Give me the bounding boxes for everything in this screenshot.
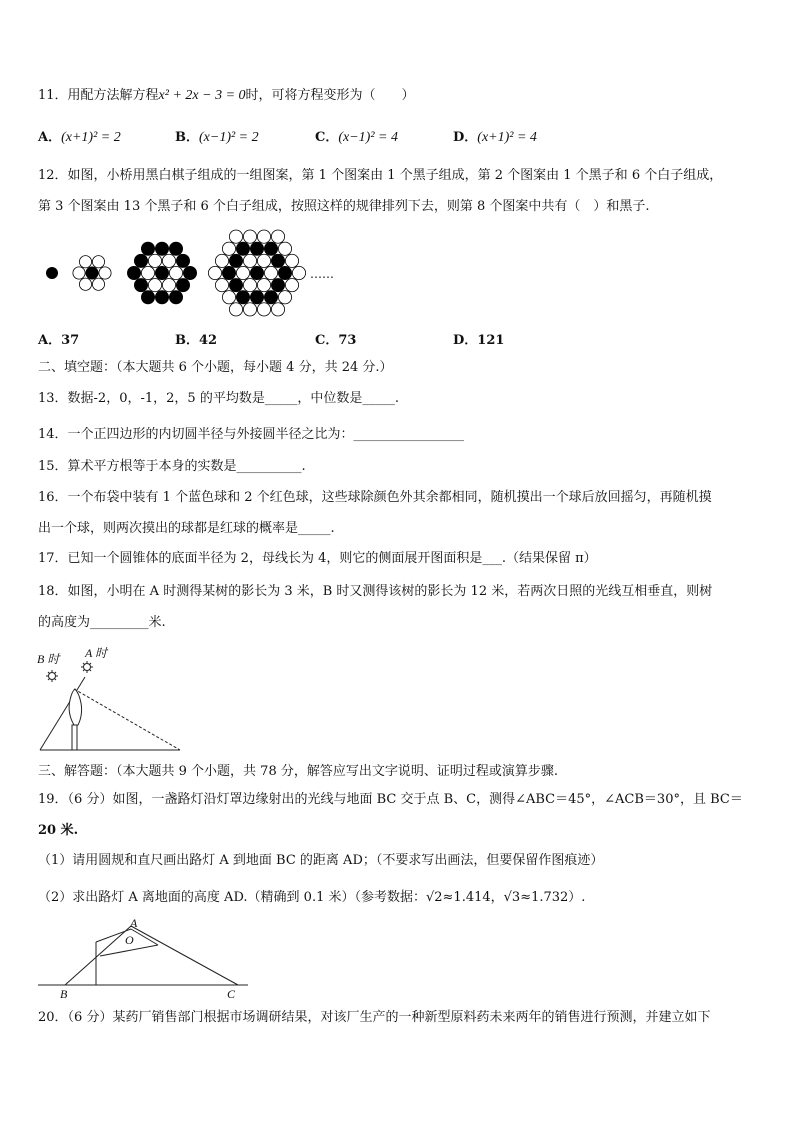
q15: 15．算术平方根等于本身的实数是__________.	[38, 459, 306, 474]
q19-sub1: （1）请用圆规和直尺画出路灯 A 到地面 BC 的距离 AD；（不要求写出画法，但要保留作图痕迹）	[38, 853, 604, 868]
white-stone	[264, 266, 277, 279]
q11-option-b[interactable]: B．(x−1)² = 2	[175, 130, 259, 145]
stone-pattern-figure	[0, 225, 794, 320]
white-stone	[285, 254, 298, 267]
white-stone	[162, 254, 175, 267]
black-stone	[222, 266, 235, 279]
q12-line1: 12．如图，小桥用黑白棋子组成的一组图案，第 1 个图案由 1 个黑子组成，第 2 个图案由 1 个黑子和 6 个白子组成，	[38, 168, 723, 183]
pattern-4	[208, 230, 305, 316]
q11-option-a[interactable]: A．(x+1)² = 2	[38, 130, 121, 145]
q18-line1: 18．如图，小明在 A 时测得某树的影长为 3 米，B 时又测得该树的影长为 12 米，若两次日照的光线互相垂直，则树	[38, 584, 713, 599]
q12-option-b[interactable]: B．42	[175, 333, 218, 348]
white-stone	[271, 303, 284, 316]
white-stone	[215, 279, 228, 292]
white-stone	[278, 291, 291, 304]
q20-line1: 20．（6 分）某药厂销售部门根据市场调研结果，对该厂生产的一种新型原料药未来两年的销售进行预测，并建立如下	[38, 1010, 711, 1025]
pattern-3	[127, 242, 196, 304]
q16-line2: 出一个球，则两次摸出的球都是红球的概率是_____.	[38, 521, 335, 536]
q19-line1: 19．（6 分）如图，一盏路灯沿灯罩边缘射出的光线与地面 BC 交于点 B、C，测得∠ABC＝45°，∠ACB＝30°，且 BC＝	[38, 792, 743, 807]
tree-shadow-figure	[30, 645, 190, 757]
label-o: O	[125, 933, 134, 947]
black-stone	[250, 266, 263, 279]
black-stone	[46, 267, 57, 278]
q17: 17．已知一个圆锥体的底面半径为 2，母线长为 4，则它的侧面展开图面积是___.（结果保留 π）	[38, 551, 597, 566]
sun-icon-a	[81, 661, 93, 673]
white-stone	[148, 254, 161, 267]
white-stone	[222, 242, 235, 255]
white-stone	[257, 230, 270, 243]
label-b-time: B 时	[37, 652, 60, 666]
white-stone	[243, 279, 256, 292]
black-stone	[271, 254, 284, 267]
white-stone	[292, 266, 305, 279]
q14: 14．一个正四边形的内切圆半径与外接圆半径之比为：_________________	[38, 427, 465, 442]
black-stone	[155, 266, 168, 279]
black-stone	[229, 279, 242, 292]
section-solve-title: 三、解答题：（本大题共 9 个小题，共 78 分，解答应写出文字说明、证明过程或演算步骤.	[38, 764, 558, 779]
white-stone	[141, 266, 154, 279]
black-stone	[155, 242, 168, 255]
pattern-1	[46, 267, 57, 278]
white-stone	[257, 303, 270, 316]
label-c: C	[227, 987, 236, 1001]
q12-option-c[interactable]: C．73	[315, 333, 357, 348]
black-stone	[176, 254, 189, 267]
q13: 13．数据-2，0，-1，2，5 的平均数是_____，中位数是_____.	[38, 391, 399, 406]
street-lamp-figure	[34, 918, 254, 1000]
black-stone	[155, 291, 168, 304]
white-stone	[99, 267, 111, 279]
q12-option-a[interactable]: A．37	[38, 333, 80, 348]
black-stone	[169, 291, 182, 304]
black-stone	[271, 279, 284, 292]
white-stone	[92, 278, 104, 290]
white-stone	[257, 254, 270, 267]
white-stone	[79, 278, 91, 290]
black-stone	[127, 266, 140, 279]
black-stone	[176, 279, 189, 292]
black-stone	[236, 242, 249, 255]
black-stone	[86, 267, 98, 279]
white-stone	[222, 291, 235, 304]
q11-option-d[interactable]: D．(x+1)² = 4	[453, 130, 537, 145]
white-stone	[243, 230, 256, 243]
black-stone	[250, 242, 263, 255]
black-stone	[169, 242, 182, 255]
white-stone	[73, 267, 85, 279]
black-stone	[183, 266, 196, 279]
black-stone	[264, 242, 277, 255]
sun-icon-b	[46, 670, 58, 682]
q18-line2: 的高度为_________米.	[38, 615, 166, 630]
label-b: B	[60, 987, 68, 1001]
q12-option-d[interactable]: D．121	[453, 333, 505, 348]
pattern-ellipsis: ……	[310, 267, 334, 281]
white-stone	[243, 303, 256, 316]
q12-line2: 第 3 个图案由 13 个黑子和 6 个白子组成，按照这样的规律排列下去，则第 8 个图案中共有（ ）和黑子.	[38, 199, 650, 214]
q19-sub2: （2）求出路灯 A 离地面的高度 AD.（精确到 0.1 米）（参考数据：√2≈1.414，√3≈1.732）.	[38, 890, 586, 905]
black-stone	[264, 291, 277, 304]
q16-line1: 16．一个布袋中装有 1 个蓝色球和 2 个红色球，这些球除颜色外其余都相同，随机摸出一个球后放回摇匀，再随机摸	[38, 490, 712, 505]
white-stone	[271, 230, 284, 243]
white-stone	[92, 256, 104, 268]
black-stone	[229, 254, 242, 267]
q11-option-c[interactable]: C．(x−1)² = 4	[315, 130, 398, 145]
black-stone	[236, 291, 249, 304]
white-stone	[229, 230, 242, 243]
white-stone	[215, 254, 228, 267]
q19-line2: 20 米.	[38, 823, 79, 838]
tree-icon	[69, 689, 81, 750]
black-stone	[141, 291, 154, 304]
label-a: A	[130, 916, 138, 930]
white-stone	[229, 303, 242, 316]
black-stone	[141, 242, 154, 255]
white-stone	[162, 279, 175, 292]
black-stone	[134, 279, 147, 292]
white-stone	[236, 266, 249, 279]
pattern-2	[73, 256, 111, 291]
q11-stem: 11．用配方法解方程x² + 2x − 3 = 0时，可将方程变形为（ ）	[38, 88, 415, 103]
white-stone	[278, 242, 291, 255]
white-stone	[148, 279, 161, 292]
section-fill-in-title: 二、填空题：（本大题共 6 个小题，每小题 4 分，共 24 分.）	[38, 360, 393, 375]
black-stone	[250, 291, 263, 304]
black-stone	[278, 266, 291, 279]
black-stone	[134, 254, 147, 267]
white-stone	[285, 279, 298, 292]
white-stone	[169, 266, 182, 279]
white-stone	[243, 254, 256, 267]
label-a-time: A 时	[85, 646, 108, 660]
white-stone	[79, 256, 91, 268]
white-stone	[257, 279, 270, 292]
white-stone	[208, 266, 221, 279]
